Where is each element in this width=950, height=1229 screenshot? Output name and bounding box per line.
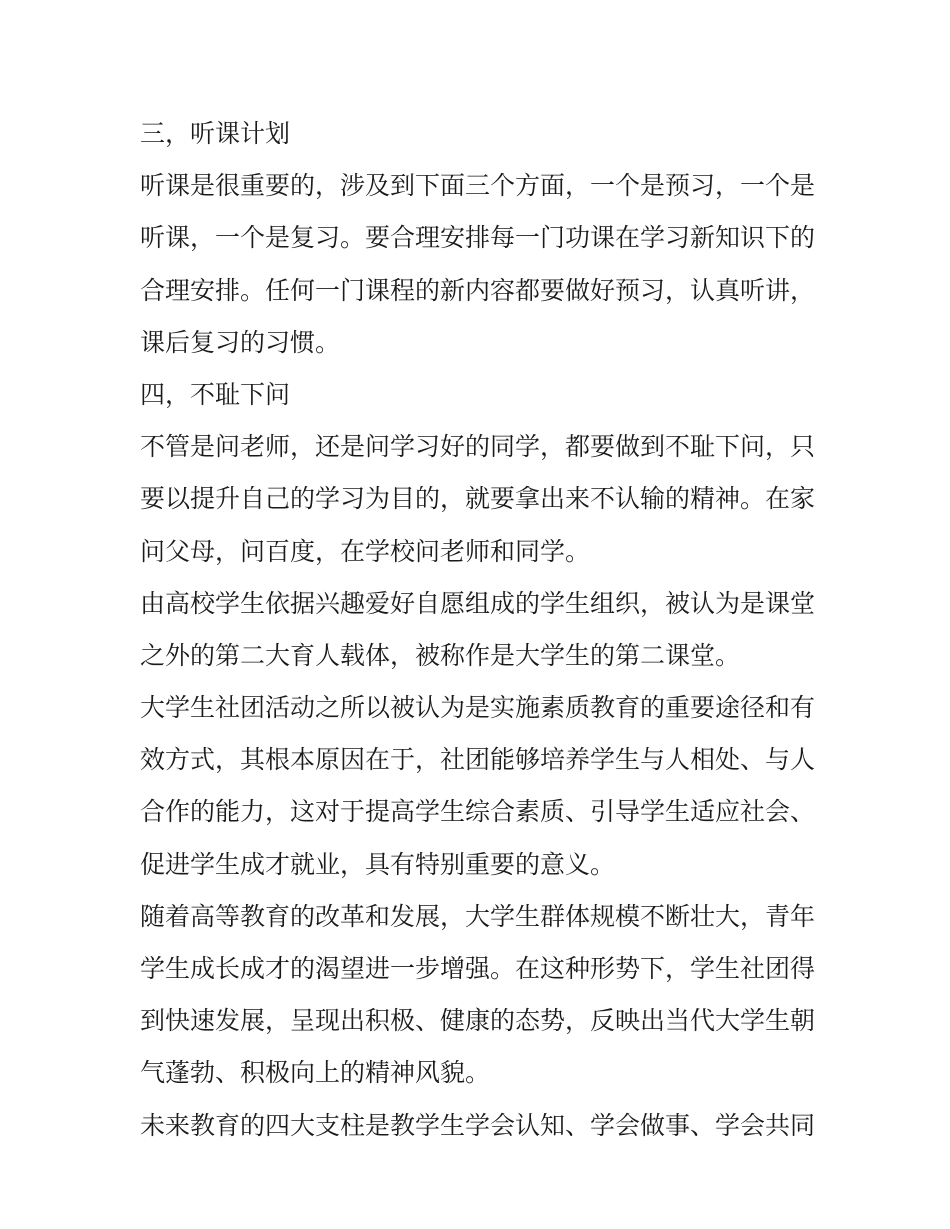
text-line: 问父母，问百度，在学校问老师和同学。	[140, 536, 591, 566]
text-line: 未来教育的四大支柱是教学生学会认知、学会做事、学会共同	[140, 1110, 816, 1140]
section-heading-ask-questions: 四，不耻下问	[140, 379, 291, 409]
text-line: 要以提升自己的学习为目的，就要拿出来不认输的精神。在家	[140, 484, 816, 514]
text-line: 效方式，其根本原因在于，社团能够培养学生与人相处、与人	[140, 745, 816, 775]
text-line: 到快速发展，呈现出积极、健康的态势，反映出当代大学生朝	[140, 1006, 816, 1036]
text-line: 学生成长成才的渴望进一步增强。在这种形势下，学生社团得	[140, 954, 816, 983]
text-line: 大学生社团活动之所以被认为是实施素质教育的重要途径和有	[140, 693, 816, 723]
text-line: 促进学生成才就业，具有特别重要的意义。	[140, 849, 616, 879]
text-line: 课后复习的习惯。	[140, 327, 341, 357]
text-line: 随着高等教育的改革和发展，大学生群体规模不断壮大，青年	[140, 901, 816, 931]
text-line: 之外的第二大育人载体，被称作是大学生的第二课堂。	[140, 640, 741, 670]
text-line: 听课，一个是复习。要合理安排每一门功课在学习新知识下的	[140, 223, 816, 253]
text-line: 合理安排。任何一门课程的新内容都要做好预习，认真听讲，	[140, 275, 816, 305]
text-line: 不管是问老师，还是问学习好的同学，都要做到不耻下问，只	[140, 432, 816, 462]
text-line: 听课是很重要的，涉及到下面三个方面，一个是预习，一个是	[140, 171, 816, 201]
text-line: 由高校学生依据兴趣爱好自愿组成的学生组织，被认为是课堂	[140, 588, 816, 618]
text-line: 合作的能力，这对于提高学生综合素质、引导学生适应社会、	[140, 797, 816, 827]
document-body	[140, 108, 820, 1152]
text-line: 气蓬勃、积极向上的精神风貌。	[140, 1058, 491, 1088]
section-heading-listening-plan: 三，听课计划	[140, 119, 291, 148]
